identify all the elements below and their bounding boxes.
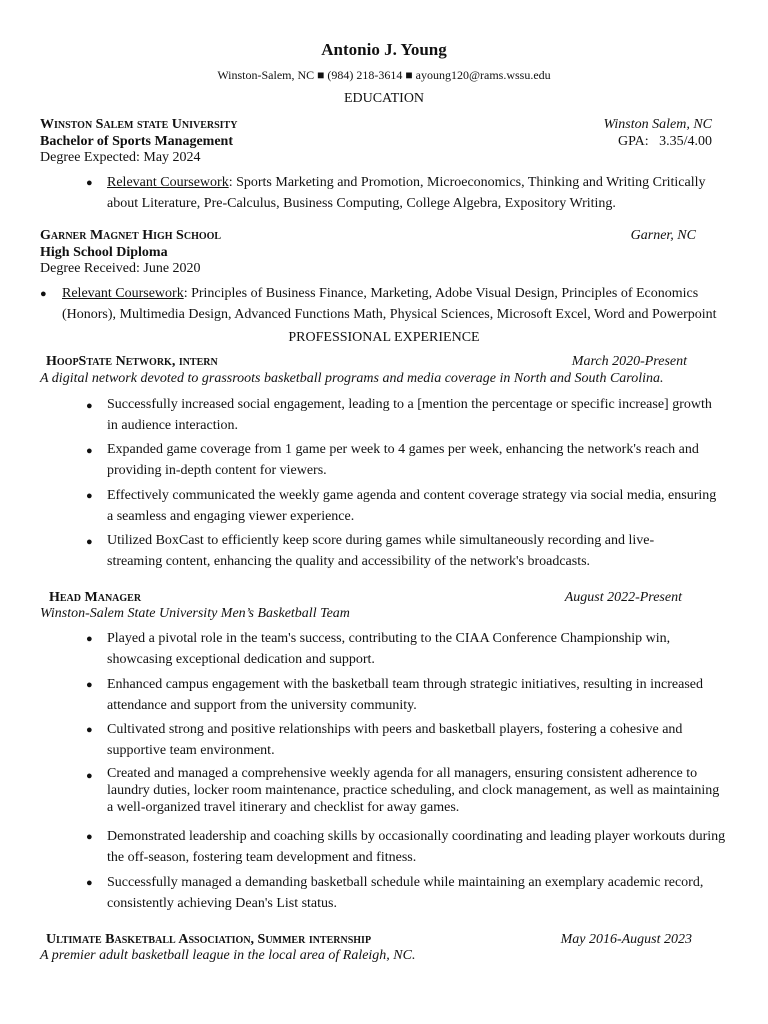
degree-garner: High School Diploma: [40, 245, 168, 260]
job-bullet: Demonstrated leadership and coaching skills by occasionally coordinating and leading player workouts during the off-season, fostering team development and fitness.: [107, 829, 726, 865]
bullet-icon: ●: [86, 445, 93, 457]
job-bullet: Successfully increased social engagement, leading to a [mention the percentage or specific increase] growth in audience interaction.: [107, 397, 712, 433]
job-bullet: Effectively communicated the weekly game agenda and content coverage strategy via social media, ensuring a seamless and engaging viewer experience.: [107, 488, 717, 524]
coursework-garner: [62, 283, 722, 325]
school-location-wssu: Winston Salem, NC: [603, 117, 712, 132]
job-bullet: Expanded game coverage from 1 game per week to 4 games per week, enhancing the network's reach and providing in-depth content for viewers.: [107, 442, 699, 478]
bullet-icon: ●: [86, 877, 93, 889]
education-heading: EDUCATION: [343, 91, 425, 106]
bullet-icon: ●: [86, 724, 93, 736]
school-location-garner: Garner, NC: [630, 228, 696, 243]
resume-name: Antonio J. Young: [321, 40, 447, 59]
job-title-hoopstate: HoopState Network, intern: [46, 354, 218, 369]
job-dates-head-manager: August 2022-Present: [564, 590, 682, 605]
contact-info: Winston-Salem, NC ■ (984) 218-3614 ■ ayoung120@rams.wssu.edu: [217, 68, 551, 82]
bullet-icon: ●: [86, 490, 93, 502]
bullet-icon: ●: [40, 288, 47, 300]
job-title-uba: Ultimate Basketball Association, Summer internship: [46, 932, 372, 947]
coursework-list: : Principles of Business Finance, Marketing, Adobe Visual Design, Principles of Economics (Honors), Multimedia Design, Advanced Functions Math, Physical Sciences, Microsoft Excel, Word and Powerpoint: [62, 286, 717, 322]
coursework-label: Relevant Coursework: [107, 175, 229, 190]
bullet-icon: ●: [86, 679, 93, 691]
coursework-list: : Sports Marketing and Promotion, Microeconomics, Thinking and Writing Critically about Literature, Pre-Calculus, Business Computing, College Algebra, Expository Writing.: [107, 175, 706, 211]
bullet-icon: ●: [86, 831, 93, 843]
bullet-icon: ●: [86, 536, 93, 548]
degree-date-wssu: Degree Expected: May 2024: [40, 150, 201, 165]
job-bullet: Enhanced campus engagement with the basketball team through strategic initiatives, resulting in increased attendance and support from the university community.: [107, 677, 703, 713]
job-subtitle-hoopstate: A digital network devoted to grassroots basketball programs and media coverage in North and South Carolina.: [40, 371, 664, 386]
job-bullet: Successfully managed a demanding basketball schedule while maintaining an exemplary academic record, consistently achieving Dean's List status.: [107, 875, 704, 911]
job-subtitle-head-manager: Winston-Salem State University Men’s Basketball Team: [40, 606, 350, 621]
coursework-wssu: [107, 172, 707, 214]
job-subtitle-uba: A premier adult basketball league in the local area of Raleigh, NC.: [40, 948, 416, 963]
bullet-icon: ●: [86, 633, 93, 645]
school-name-garner: Garner Magnet High School: [40, 228, 222, 243]
bullet-icon: ●: [86, 400, 93, 412]
job-bullet: Cultivated strong and positive relationships with peers and basketball players, fostering a cohesive and supportive team environment.: [107, 722, 683, 758]
degree-date-garner: Degree Received: June 2020: [40, 261, 201, 276]
experience-heading: PROFESSIONAL EXPERIENCE: [288, 330, 480, 345]
coursework-label: Relevant Coursework: [62, 286, 184, 301]
job-bullet: Played a pivotal role in the team's success, contributing to the CIAA Conference Championship win, showcasing exceptional dedication and support.: [107, 631, 671, 667]
school-name-wssu: Winston Salem state University: [40, 117, 238, 132]
job-bullet: Utilized BoxCast to efficiently keep score during games while simultaneously recording and live-streaming content, enhancing the quality and accessibility of the network's broadcasts.: [107, 533, 655, 569]
job-bullet: Created and managed a comprehensive weekly agenda for all managers, ensuring consistent adherence to laundry duties, locker room maintenance, practice scheduling, and clock management, as well as maintaining a well-organized travel itinerary and checklist for away games.: [107, 766, 720, 815]
bullet-icon: ●: [86, 770, 93, 782]
job-title-head-manager: Head Manager: [49, 590, 142, 605]
job-dates-uba: May 2016-August 2023: [560, 932, 692, 947]
degree-wssu: Bachelor of Sports Management: [40, 134, 233, 149]
bullet-icon: ●: [86, 177, 93, 189]
gpa: GPA: 3.35/4.00: [617, 134, 712, 149]
job-dates-hoopstate: March 2020-Present: [571, 354, 687, 369]
